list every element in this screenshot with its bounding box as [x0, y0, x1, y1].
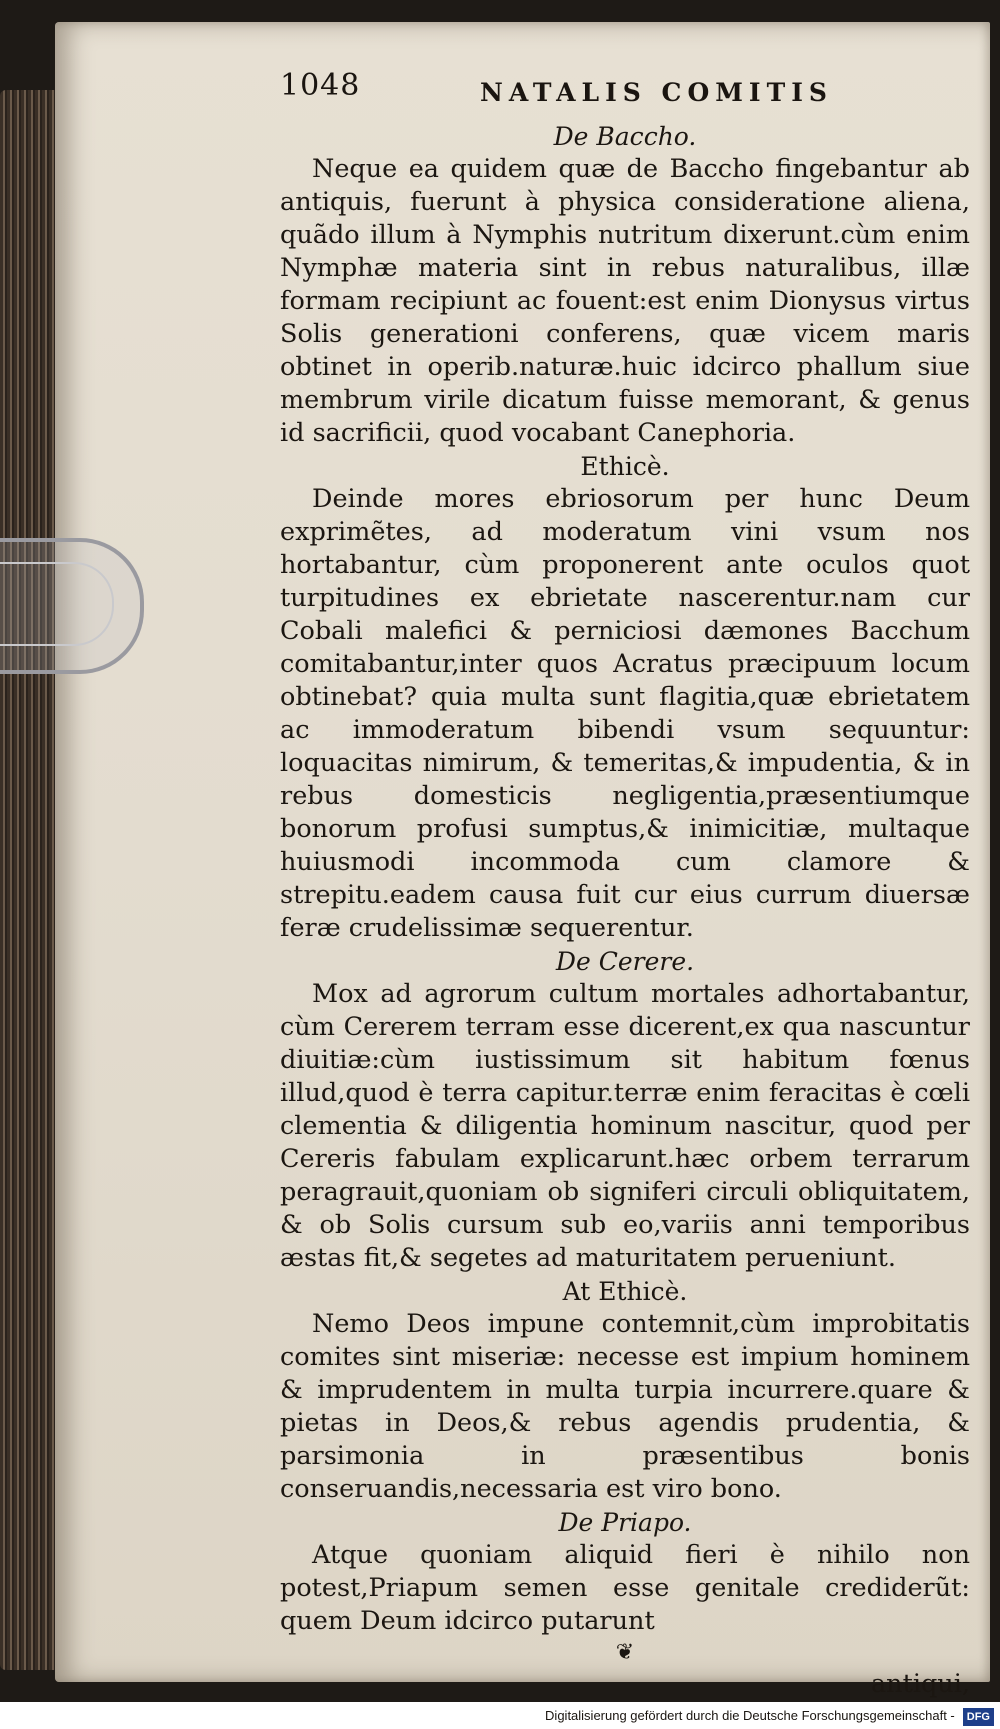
paragraph-priapo: Atque quoniam aliquid fieri è nihilo non potest,Priapum semen esse genitale crediderũt: quem Deum idcirco putarunt	[280, 1540, 970, 1636]
dfg-logo: DFG	[963, 1708, 994, 1726]
page-header	[280, 68, 960, 118]
paragraph-at-ethice: Nemo Deos impune contemnit,cùm improbitatis comites sint miseriæ: necesse est impium hominem & imprudentem in multa turpia incurrere.quare & pietas in Deos,& rebus agendis prudentia, & parsimonia in præsentibus bonis conseruandis,necessaria est viro bono.	[280, 1309, 970, 1504]
section-heading-priapo: De Priapo.	[558, 1508, 692, 1537]
section-heading-baccho: De Baccho.	[553, 122, 697, 151]
paragraph-ethice: Deinde mores ebriosorum per hunc Deum exprimẽtes, ad moderatum vini vsum nos hortabantur, cùm proponerent ante oculos quot turpitudines ex ebrietate nascerentur.nam cur Cobali malefici & perniciosi dæmones Bacchum comitabantur,inter quos Acratus præcipuum locum obtinebat? quia multa sunt flagitia,quæ ebrietatem ac immoderatum bibendi vsum sequuntur: loquacitas nimirum, & temeritas,& impudentia, & in rebus domesticis negligentia,præsentiumque bonorum profusi sumptus,& inimicitiæ, multaque huiusmodi incommoda cum clamore & strepitu.eadem causa fuit cur eius currum diuersæ feræ crudelissimæ sequerentur.	[280, 484, 970, 943]
section-heading-cerere: De Cerere.	[555, 947, 695, 976]
page-body	[280, 120, 970, 1701]
footer-credit: Digitalisierung gefördert durch die Deutsche Forschungsgemeinschaft -	[545, 1708, 955, 1723]
section-heading-ethice: Ethicè.	[580, 452, 670, 481]
signature-mark: ❦	[615, 1640, 635, 1665]
running-head: NATALIS COMITIS	[480, 78, 833, 107]
digitization-footer	[0, 1702, 1000, 1729]
catchword: antiqui,	[870, 1669, 970, 1699]
paragraph-baccho: Neque ea quidem quæ de Baccho fingebantur ab antiquis, fuerunt à physica consideratione aliena, quãdo illum à Nymphis nutritum dixerunt.cùm enim Nymphæ materia sint in rebus naturalibus, illæ formam recipiunt ac fouent:est enim Dionysus virtus Solis generationi conferens, quæ vicem maris obtinet in operib.naturæ.huic idcirco phallum siue membrum virile dicatum fuisse memorant, & genus id sacrificii, quod vocabant Canephoria.	[280, 154, 970, 448]
page-clip-inner	[0, 562, 114, 646]
paragraph-cerere: Mox ad agrorum cultum mortales adhortabantur, cùm Cererem terram esse dicerent,ex qua nascuntur diuitiæ:cùm iustissimum sit habitum fœnus illud,quod è terra capitur.terræ enim feracitas è cœli clementia & diligentia hominum nascitur, quod per Cereris fabulam explicarunt.hæc orbem terrarum peragrauit,quoniam ob signiferi circuli obliquitatem, & ob Solis cursum sub eo,variis anni temporibus æstas fit,& segetes ad maturitatem perueniunt.	[280, 979, 970, 1273]
page-number: 1048	[280, 68, 361, 103]
section-heading-at-ethice: At Ethicè.	[562, 1277, 688, 1306]
